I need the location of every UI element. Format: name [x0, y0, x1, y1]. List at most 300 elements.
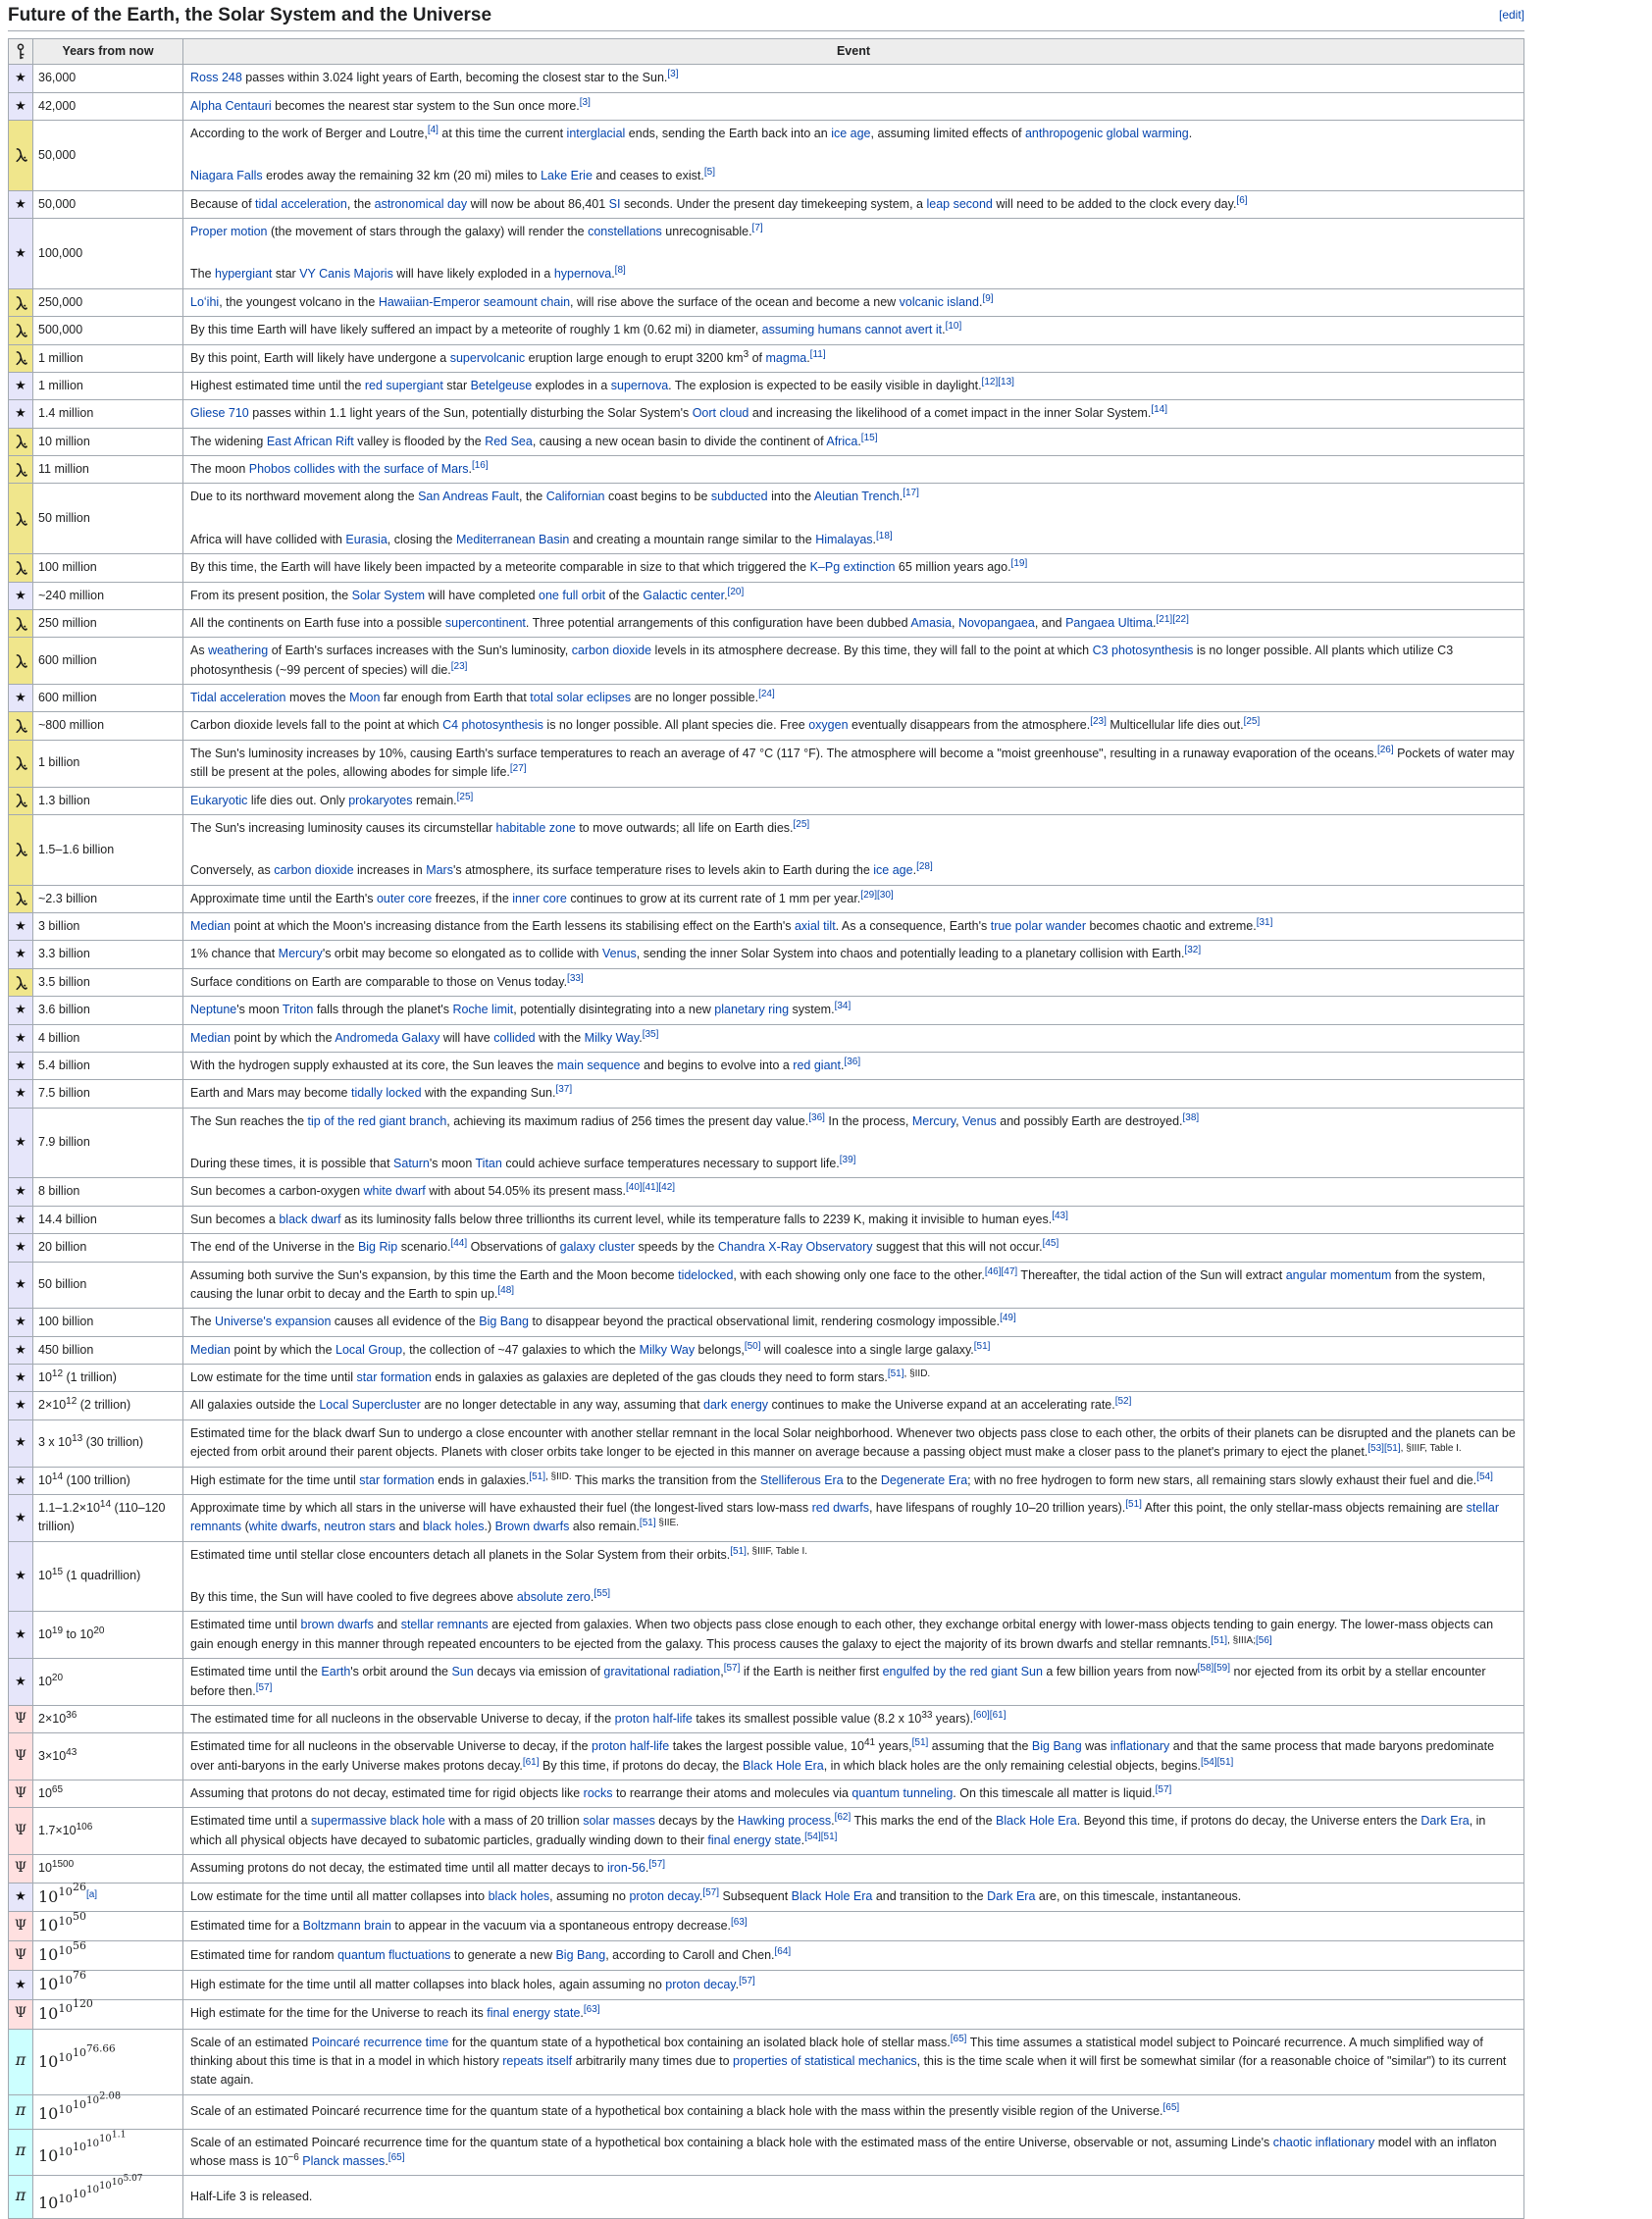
- timeline-row: [9, 484, 1524, 554]
- reference-link[interactable]: [57]: [739, 1975, 755, 1987]
- reference-link[interactable]: [31]: [1256, 916, 1273, 928]
- wiki-link[interactable]: Tidal acceleration: [190, 691, 286, 705]
- wiki-link[interactable]: white dwarfs: [248, 1520, 318, 1534]
- wiki-link[interactable]: Solar System: [351, 588, 425, 602]
- years-from-now: 50 billion: [33, 1262, 183, 1309]
- event-paragraph: Africa will have collided with Eurasia, closing the Mediterranean Basin and creating a mountain range similar to the Himalayas.[18]: [190, 530, 893, 546]
- wiki-link[interactable]: subducted: [710, 490, 768, 504]
- wiki-link[interactable]: Median: [190, 1342, 231, 1357]
- geology-and-planetary-science-cell: [9, 638, 33, 685]
- wiki-link[interactable]: iron-56: [606, 1861, 645, 1876]
- reference-link[interactable]: [14]: [1151, 404, 1167, 416]
- wiki-link[interactable]: Proper motion: [190, 225, 268, 239]
- reference-link[interactable]: [45]: [1042, 1238, 1059, 1250]
- wiki-link[interactable]: Dark Era: [987, 1889, 1036, 1904]
- wiki-link[interactable]: Median: [190, 919, 231, 934]
- wiki-link[interactable]: main sequence: [556, 1058, 641, 1072]
- wiki-link[interactable]: Milky Way: [639, 1342, 696, 1357]
- reference-link[interactable]: [8]: [614, 265, 626, 277]
- wiki-link[interactable]: Sun: [451, 1665, 474, 1679]
- power-tower-value: $10^{10^{120}}$: [38, 1997, 93, 2023]
- table-header-row: [9, 38, 1524, 64]
- wiki-link[interactable]: magma: [765, 350, 807, 365]
- geology-and-planetary-science-cell: [9, 344, 33, 372]
- wiki-link[interactable]: tidelocked: [678, 1267, 734, 1282]
- reference-link[interactable]: [39]: [839, 1154, 856, 1165]
- event-paragraph: Median point at which the Moon's increasing distance from the Earth lessens its stabilising effect on the Earth's axial tilt. As a consequence, Earth's true polar wander becomes chaotic and extreme.[31]: [190, 916, 1273, 934]
- wiki-link[interactable]: Galactic center: [643, 588, 725, 602]
- event-paragraph: Median point by which the Local Group, the collection of ~47 galaxies to which the Milky Way belongs,[50] will coalesce into a single large galaxy.[51]: [190, 1340, 991, 1357]
- astronomy-and-astrophysics-cell: [9, 400, 33, 428]
- wiki-link[interactable]: oxygen: [808, 718, 849, 733]
- wiki-link[interactable]: brown dwarfs: [300, 1618, 374, 1632]
- wiki-link[interactable]: Earth: [321, 1665, 351, 1679]
- reference-link[interactable]: [11]: [809, 348, 826, 360]
- wiki-link[interactable]: astronomical day: [374, 196, 468, 211]
- wiki-link[interactable]: prokaryotes: [348, 793, 413, 807]
- wiki-link[interactable]: Stelliferous Era: [759, 1472, 844, 1487]
- reference-link[interactable]: [36]: [844, 1056, 861, 1067]
- wiki-link[interactable]: engulfed by the red giant Sun: [882, 1665, 1043, 1679]
- timeline-row: [9, 2094, 1524, 2129]
- geology-and-planetary-science-cell: [9, 428, 33, 455]
- particle-physics-psi-icon: Ψ: [14, 1823, 27, 1839]
- wiki-link[interactable]: ice age: [831, 126, 871, 140]
- wiki-link[interactable]: axial tilt: [794, 919, 836, 934]
- event-cell: [183, 1365, 1524, 1392]
- years-from-now: 250 million: [33, 609, 183, 637]
- wiki-link[interactable]: supernova: [610, 378, 669, 392]
- reference-link[interactable]: [58][59]: [1197, 1663, 1230, 1675]
- wiki-link[interactable]: hypergiant: [215, 267, 273, 282]
- reference-link[interactable]: [51]: [1211, 1634, 1228, 1646]
- reference-link[interactable]: [65]: [387, 2151, 405, 2163]
- wiki-link[interactable]: ice age: [873, 863, 913, 878]
- reference-link[interactable]: [51]: [973, 1340, 991, 1352]
- reference-link[interactable]: [60][61]: [973, 1709, 1007, 1721]
- wiki-link[interactable]: dark energy: [703, 1398, 769, 1413]
- wiki-link[interactable]: stellar remnants: [190, 1500, 1499, 1534]
- event-cell: [183, 814, 1524, 885]
- geology-icon: [15, 350, 27, 366]
- wiki-link[interactable]: tidally locked: [350, 1086, 422, 1101]
- wiki-link[interactable]: quantum tunneling: [852, 1786, 954, 1801]
- wiki-link[interactable]: Dark Era: [1420, 1814, 1470, 1829]
- wiki-link[interactable]: Red Sea: [485, 434, 533, 448]
- reference-link[interactable]: [51]: [1125, 1498, 1142, 1510]
- reference-link[interactable]: [21][22]: [1156, 613, 1189, 625]
- event-paragraph: Estimated time until brown dwarfs and stellar remnants are ejected from galaxies. When two objects pass close enough to each other, they exchange orbital energy with lower-mass objects tending to gain energy. The lower-mass objects can gain enough energy in this manner through repeated encounters to be ejected from the galaxy. This process causes the galaxy to eject the majority of its brown dwarfs and stellar remnants.[51], §IIIA;[56]: [190, 1618, 1494, 1651]
- wiki-link[interactable]: galaxy cluster: [559, 1240, 636, 1255]
- particle-physics-psi-icon: Ψ: [14, 1946, 27, 1963]
- reference-link[interactable]: [57]: [255, 1681, 273, 1693]
- power-tower-value: $10^{10^{76}}$: [38, 1968, 86, 1993]
- power-tower-value: $10^{10^{56}}$: [38, 1938, 86, 1965]
- reference-link[interactable]: [63]: [583, 2004, 600, 2016]
- wiki-link[interactable]: Eukaryotic: [190, 793, 248, 807]
- reference-link[interactable]: [48]: [497, 1284, 515, 1296]
- page-title: Future of the Earth, the Solar System and the Universe: [8, 5, 492, 26]
- wiki-link[interactable]: one full orbit: [539, 588, 606, 602]
- wiki-link[interactable]: supermassive black hole: [310, 1814, 445, 1829]
- reference-link[interactable]: [55]: [594, 1587, 611, 1599]
- astronomy-star-icon: ★: [15, 1568, 26, 1583]
- wiki-link[interactable]: leap second: [926, 196, 993, 211]
- reference-link[interactable]: [65]: [950, 2033, 967, 2044]
- wiki-link[interactable]: hypernova: [553, 267, 612, 282]
- reference-link[interactable]: [15]: [860, 432, 878, 443]
- wiki-link[interactable]: East African Rift: [266, 434, 354, 448]
- wiki-link[interactable]: Milky Way: [584, 1030, 640, 1045]
- event-paragraph: All galaxies outside the Local Supercluster are no longer detectable in any way, assuming that dark energy continues to make the Universe expand at an accelerating rate.[52]: [190, 1396, 1132, 1413]
- wiki-link[interactable]: black holes: [422, 1520, 485, 1534]
- wiki-link[interactable]: Eurasia: [345, 532, 387, 546]
- reference-link[interactable]: [65]: [1162, 2101, 1180, 2113]
- wiki-link[interactable]: Gliese 710: [190, 406, 249, 421]
- timeline-row: [9, 288, 1524, 316]
- wiki-link[interactable]: Poincaré recurrence time: [311, 2035, 449, 2049]
- wiki-link[interactable]: white dwarf: [363, 1184, 426, 1199]
- reference-link[interactable]: [51]: [911, 1737, 929, 1749]
- event-paragraph: Low estimate for the time until all matter collapses into black holes, assuming no proton decay.[57] Subsequent Black Hole Era and transition to the Dark Era are, on this timescale, instantaneous.: [190, 1887, 1242, 1904]
- reference-link[interactable]: [23]: [1090, 716, 1107, 728]
- geology-icon: [15, 560, 27, 576]
- wiki-link[interactable]: Mercury: [278, 947, 323, 961]
- reference-link[interactable]: [56]: [1256, 1634, 1272, 1646]
- wiki-link[interactable]: Novopangaea: [957, 615, 1035, 630]
- reference-link[interactable]: [19]: [1010, 558, 1028, 570]
- timeline-row: [9, 1808, 1524, 1855]
- reference-link[interactable]: [16]: [471, 459, 489, 471]
- event-cell: [183, 219, 1524, 289]
- wiki-link[interactable]: star formation: [359, 1472, 435, 1487]
- wiki-link[interactable]: Himalayas: [815, 532, 873, 546]
- event-cell: [183, 1733, 1524, 1780]
- reference-link[interactable]: [53][51]: [1368, 1443, 1401, 1455]
- reference-link[interactable]: [49]: [1000, 1313, 1016, 1324]
- wiki-link[interactable]: angular momentum: [1285, 1267, 1392, 1282]
- wiki-link[interactable]: Roche limit: [452, 1003, 514, 1017]
- wiki-link[interactable]: Titan: [475, 1157, 502, 1171]
- wiki-link[interactable]: Boltzmann brain: [302, 1919, 391, 1934]
- wiki-link[interactable]: tidal acceleration: [255, 196, 347, 211]
- event-cell: [183, 1883, 1524, 1912]
- wiki-link[interactable]: constellations: [588, 225, 662, 239]
- timeline-row: [9, 219, 1524, 289]
- wiki-link[interactable]: Phobos collides with the surface of Mars: [248, 462, 469, 477]
- timeline-row: [9, 456, 1524, 484]
- wiki-link[interactable]: Mars: [426, 863, 453, 878]
- wiki-link[interactable]: Africa: [826, 434, 858, 448]
- astronomy-star-icon: ★: [15, 1471, 26, 1487]
- wiki-link[interactable]: black holes: [488, 1889, 550, 1904]
- reference-link[interactable]: [35]: [642, 1028, 659, 1040]
- astronomy-and-astrophysics-cell: [9, 1365, 33, 1392]
- wiki-link[interactable]: Black Hole Era: [791, 1889, 873, 1904]
- reference-link[interactable]: [29][30]: [860, 889, 894, 901]
- wiki-link[interactable]: Planck masses: [302, 2154, 386, 2169]
- wiki-link[interactable]: final energy state: [487, 2006, 581, 2021]
- wiki-link[interactable]: stellar remnants: [400, 1618, 489, 1632]
- wiki-link[interactable]: proton decay: [665, 1977, 736, 1991]
- wiki-link[interactable]: gravitational radiation: [603, 1665, 721, 1679]
- wiki-link[interactable]: Moon: [349, 691, 381, 705]
- wiki-link[interactable]: Niagara Falls: [190, 169, 263, 183]
- reference-link[interactable]: [34]: [834, 1001, 852, 1012]
- timeline-row: [9, 913, 1524, 941]
- wiki-link[interactable]: proton decay: [629, 1889, 699, 1904]
- reference-link[interactable]: [64]: [774, 1945, 792, 1957]
- years-from-now: 1 billion: [33, 740, 183, 787]
- reference-link[interactable]: [51]: [730, 1545, 747, 1557]
- wiki-link[interactable]: red dwarfs: [811, 1500, 869, 1515]
- wiki-link[interactable]: San Andreas Fault: [418, 490, 519, 504]
- wiki-link[interactable]: Aleutian Trench: [813, 490, 900, 504]
- reference-link[interactable]: [10]: [945, 321, 962, 333]
- astronomy-and-astrophysics-cell: [9, 65, 33, 92]
- wiki-link[interactable]: tip of the red giant branch: [307, 1113, 447, 1128]
- wiki-link[interactable]: Black Hole Era: [743, 1758, 824, 1773]
- reference-link[interactable]: [40][41][42]: [626, 1182, 676, 1194]
- wiki-link[interactable]: Brown dwarfs: [494, 1520, 570, 1534]
- wiki-link[interactable]: Triton: [282, 1003, 314, 1017]
- reference-link[interactable]: [25]: [793, 818, 810, 830]
- reference-link[interactable]: [18]: [876, 530, 893, 542]
- event-cell: [183, 1705, 1524, 1732]
- reference-link[interactable]: [26]: [1376, 744, 1394, 755]
- reference-link[interactable]: [5]: [703, 167, 715, 179]
- wiki-link[interactable]: Big Bang: [479, 1315, 529, 1329]
- timeline-row: [9, 1467, 1524, 1494]
- reference-link[interactable]: [20]: [727, 586, 745, 597]
- reference-link[interactable]: [63]: [731, 1916, 748, 1928]
- reference-link[interactable]: [33]: [567, 972, 584, 984]
- reference-link[interactable]: [3]: [579, 96, 591, 108]
- wiki-link[interactable]: anthropogenic global warming: [1024, 126, 1189, 140]
- reference-link[interactable]: [27]: [509, 763, 527, 775]
- wiki-link[interactable]: Hawaiian-Emperor seamount chain: [378, 294, 571, 309]
- wiki-link[interactable]: collided: [493, 1030, 536, 1045]
- wiki-link[interactable]: C3 photosynthesis: [1092, 644, 1194, 658]
- timeline-row: [9, 1392, 1524, 1419]
- wiki-link[interactable]: inner core: [512, 891, 567, 905]
- reference-link[interactable]: [51]: [639, 1518, 656, 1529]
- reference-link[interactable]: [25]: [456, 791, 474, 802]
- reference-link[interactable]: [4]: [427, 124, 439, 135]
- reference-link[interactable]: [57]: [1155, 1783, 1172, 1795]
- wiki-link[interactable]: Mediterranean Basin: [455, 532, 570, 546]
- wiki-link[interactable]: absolute zero: [516, 1590, 591, 1605]
- wiki-link[interactable]: outer core: [376, 891, 433, 905]
- event-paragraph: Scale of an estimated Poincaré recurrence time for the quantum state of a hypothetical box containing a black hole with the mass within the presently visible region of the Universe.[65]: [190, 2101, 1180, 2118]
- footnote-link[interactable]: [a]: [85, 1888, 98, 1900]
- geology-and-planetary-science-cell: [9, 814, 33, 885]
- reference-link[interactable]: [54][51]: [804, 1831, 838, 1842]
- event-cell: [183, 2094, 1524, 2129]
- wiki-link[interactable]: rocks: [583, 1786, 613, 1801]
- astronomy-and-astrophysics-cell: [9, 1080, 33, 1108]
- reference-link[interactable]: [28]: [916, 861, 933, 873]
- wiki-link[interactable]: Local Supercluster: [319, 1398, 421, 1413]
- timeline-row: [9, 1336, 1524, 1364]
- timeline-row: [9, 344, 1524, 372]
- event-paragraph: By this time, the Earth will have likely been impacted by a meteorite comparable in size to that which triggered the K–Pg extinction 65 million years ago.[19]: [190, 558, 1028, 575]
- wiki-link[interactable]: VY Canis Majoris: [299, 267, 393, 282]
- wiki-link[interactable]: habitable zone: [495, 820, 576, 835]
- wiki-link[interactable]: Ross 248: [190, 71, 242, 85]
- event-cell: [183, 1108, 1524, 1178]
- reference-link[interactable]: [17]: [903, 488, 919, 499]
- years-from-now: 36,000: [33, 65, 183, 92]
- wiki-link[interactable]: Amasia: [910, 615, 952, 630]
- reference-link[interactable]: [57]: [723, 1663, 741, 1675]
- geology-icon: [15, 323, 27, 338]
- reference-link[interactable]: [54][51]: [1200, 1756, 1234, 1768]
- wiki-link[interactable]: C4 photosynthesis: [442, 718, 543, 733]
- reference-link[interactable]: [43]: [1052, 1210, 1068, 1221]
- wiki-link[interactable]: star formation: [356, 1370, 432, 1385]
- wiki-link[interactable]: Californian: [545, 490, 605, 504]
- wiki-link[interactable]: true polar wander: [990, 919, 1086, 934]
- wiki-link[interactable]: Median: [190, 1030, 231, 1045]
- reference-link[interactable]: [61]: [522, 1756, 540, 1768]
- wiki-link[interactable]: Hawking process: [737, 1814, 832, 1829]
- years-from-now: 3.6 billion: [33, 997, 183, 1024]
- reference-link[interactable]: [24]: [758, 688, 775, 699]
- reference-link[interactable]: [23]: [450, 660, 468, 672]
- event-cell: [183, 1419, 1524, 1467]
- wiki-link[interactable]: Alpha Centauri: [190, 98, 272, 113]
- reference-link[interactable]: [51]: [529, 1471, 545, 1482]
- reference-link[interactable]: [51]: [887, 1368, 904, 1379]
- wiki-link[interactable]: final energy state: [707, 1832, 801, 1847]
- wiki-link[interactable]: Mercury: [911, 1113, 956, 1128]
- wiki-link[interactable]: inflationary: [1110, 1739, 1170, 1754]
- years-from-now: $10^{19}$ to $10^{20}$: [33, 1612, 183, 1659]
- superscript-text: , §IIIF, Table I.: [1400, 1443, 1462, 1455]
- wiki-link[interactable]: Big Bang: [555, 1947, 606, 1962]
- wiki-link[interactable]: SI: [608, 196, 621, 211]
- wiki-link[interactable]: proton half-life: [614, 1711, 693, 1726]
- wiki-link[interactable]: K–Pg extinction: [809, 560, 896, 575]
- wiki-link[interactable]: solar masses: [583, 1814, 655, 1829]
- wiki-link[interactable]: total solar eclipses: [530, 691, 632, 705]
- wiki-link[interactable]: Black Hole Era: [996, 1814, 1077, 1829]
- reference-link[interactable]: [62]: [834, 1812, 852, 1824]
- reference-link[interactable]: [25]: [1243, 716, 1261, 728]
- wiki-link[interactable]: Saturn: [393, 1157, 430, 1171]
- wiki-link[interactable]: repeats itself: [502, 2053, 573, 2068]
- wiki-link[interactable]: properties of statistical mechanics: [733, 2053, 917, 2068]
- timeline-row: [9, 1365, 1524, 1392]
- wiki-link[interactable]: Degenerate Era: [880, 1472, 968, 1487]
- reference-link[interactable]: [38]: [1182, 1111, 1200, 1123]
- wiki-link[interactable]: supercontinent: [444, 615, 526, 630]
- wiki-link[interactable]: Venus: [602, 947, 637, 961]
- wiki-link[interactable]: Big Bang: [1031, 1739, 1082, 1754]
- wiki-link[interactable]: weathering: [208, 644, 269, 658]
- timeline-row: [9, 1855, 1524, 1883]
- event-paragraph: By this time Earth will have likely suffered an impact by a meteorite of roughly 1 km (0.62 mi) in diameter, assuming humans cannot avert it.[10]: [190, 321, 962, 337]
- wiki-link[interactable]: Pangaea Ultima: [1065, 615, 1154, 630]
- event-cell: [183, 997, 1524, 1024]
- timeline-row: [9, 1206, 1524, 1233]
- wiki-link[interactable]: planetary ring: [714, 1003, 790, 1017]
- event-paragraph: With the hydrogen supply exhausted at its core, the Sun leaves the main sequence and begins to evolve into a red giant.[36]: [190, 1056, 861, 1072]
- edit-link[interactable]: [edit]: [1498, 8, 1524, 22]
- reference-link[interactable]: [9]: [982, 292, 994, 304]
- reference-link[interactable]: [3]: [667, 69, 679, 80]
- wiki-link[interactable]: Andromeda Galaxy: [335, 1030, 440, 1045]
- reference-link[interactable]: [37]: [555, 1084, 573, 1096]
- timeline-row: [9, 1970, 1524, 1999]
- event-paragraph: Estimated time until stellar close encounters detach all planets in the Solar System from their orbits.$^{[51], \S IIIF, Table I.}$: [190, 1545, 808, 1562]
- event-cell: [183, 913, 1524, 941]
- event-paragraph: High estimate for the time until all matter collapses into black holes, again assuming no proton decay.[57]: [190, 1975, 755, 1991]
- wiki-link[interactable]: Chandra X-Ray Observatory: [717, 1240, 873, 1255]
- geology-icon: [15, 975, 27, 991]
- reference-link[interactable]: [54]: [1476, 1471, 1493, 1482]
- reference-link[interactable]: [36]: [808, 1111, 825, 1123]
- far-future-timeline-table: [8, 38, 1524, 2219]
- wiki-link[interactable]: interglacial: [566, 126, 626, 140]
- event-paragraph: Low estimate for the time until star formation ends in galaxies as galaxies are depleted of the gas clouds they need to form stars.$^{[51], \S IID.}$: [190, 1368, 931, 1385]
- wiki-link[interactable]: carbon dioxide: [571, 644, 652, 658]
- reference-link[interactable]: [52]: [1114, 1396, 1132, 1408]
- wiki-link[interactable]: neutron stars: [324, 1520, 396, 1534]
- event-paragraph: The Sun reaches the tip of the red giant branch, achieving its maximum radius of 256 times the present day value.[36] In the process, Mercury, Venus and possibly Earth are destroyed.[38]: [190, 1111, 1200, 1128]
- wiki-link[interactable]: Loʻihi: [190, 294, 220, 309]
- event-paragraph: The widening East African Rift valley is flooded by the Red Sea, causing a new ocean basin to divide the continent of Africa.[15]: [190, 432, 878, 448]
- reference-link[interactable]: [7]: [751, 222, 763, 233]
- wiki-link[interactable]: proton half-life: [592, 1739, 670, 1754]
- reference-link[interactable]: [50]: [744, 1340, 761, 1352]
- reference-link[interactable]: [57]: [702, 1887, 719, 1899]
- wiki-link[interactable]: Universe's expansion: [215, 1315, 332, 1329]
- astronomy-star-icon: ★: [15, 1673, 26, 1688]
- geology-icon: [15, 147, 27, 163]
- wiki-link[interactable]: supervolcanic: [449, 350, 526, 365]
- wiki-link[interactable]: Local Group: [336, 1342, 403, 1357]
- wiki-link[interactable]: Big Rip: [357, 1240, 398, 1255]
- wiki-link[interactable]: black dwarf: [279, 1212, 341, 1226]
- reference-link[interactable]: [57]: [648, 1859, 666, 1871]
- geology-and-planetary-science-cell: [9, 712, 33, 740]
- geology-and-planetary-science-cell: [9, 787, 33, 814]
- section-heading: [8, 4, 1524, 31]
- reference-link[interactable]: [6]: [1236, 194, 1248, 206]
- wiki-link[interactable]: assuming humans cannot avert it: [761, 323, 943, 337]
- wiki-link[interactable]: carbon dioxide: [274, 863, 354, 878]
- years-from-now: 11 million: [33, 456, 183, 484]
- reference-link[interactable]: [32]: [1184, 945, 1202, 956]
- wiki-link[interactable]: Oort cloud: [692, 406, 749, 421]
- wiki-link[interactable]: red giant: [793, 1058, 841, 1072]
- wiki-link[interactable]: Venus: [962, 1113, 997, 1128]
- reference-link[interactable]: [12][13]: [981, 376, 1014, 387]
- event-paragraph: Estimated time for a Boltzmann brain to appear in the vacuum via a spontaneous entropy decrease.[63]: [190, 1916, 748, 1934]
- years-from-now: 1.4 million: [33, 400, 183, 428]
- wiki-link[interactable]: Neptune: [190, 1003, 237, 1017]
- reference-link[interactable]: [46][47]: [984, 1265, 1018, 1277]
- wiki-link[interactable]: red supergiant: [364, 378, 443, 392]
- wiki-link[interactable]: volcanic island: [899, 294, 979, 309]
- wiki-link[interactable]: Betelgeuse: [470, 378, 533, 392]
- wiki-link[interactable]: quantum fluctuations: [337, 1947, 451, 1962]
- wiki-link[interactable]: Lake Erie: [541, 169, 593, 183]
- wiki-link[interactable]: chaotic inflationary: [1272, 2135, 1375, 2149]
- reference-link[interactable]: [44]: [450, 1238, 468, 1250]
